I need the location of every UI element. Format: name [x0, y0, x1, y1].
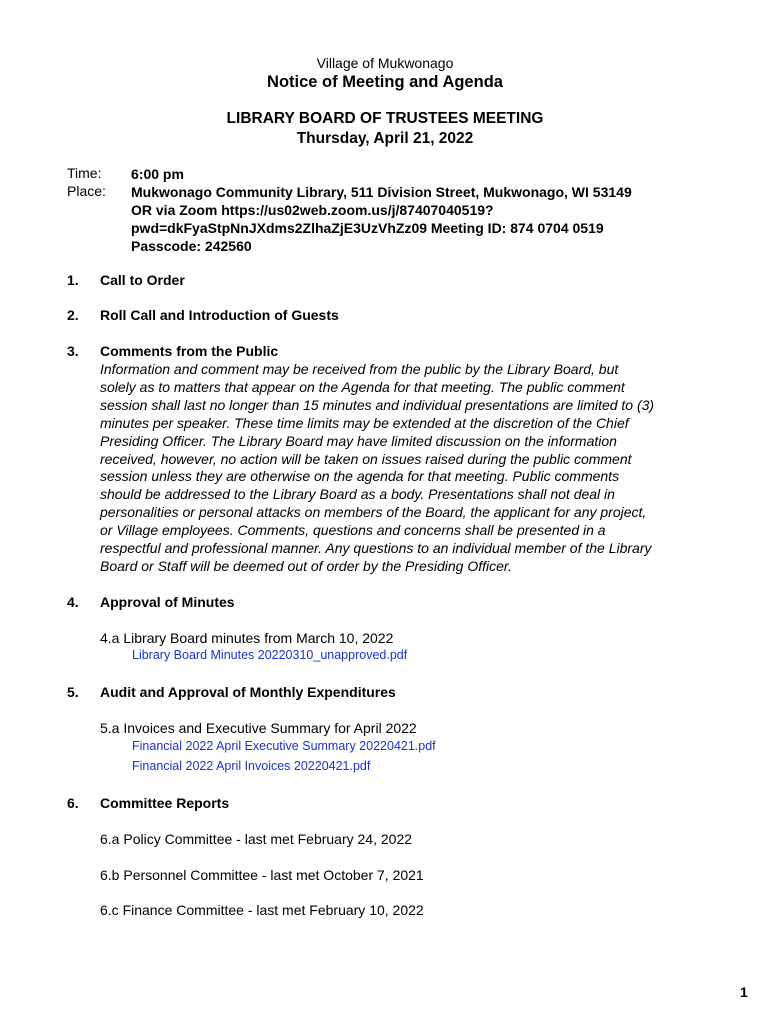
place-line: OR via Zoom https://us02web.zoom.us/j/87407040519? [131, 202, 494, 218]
subitem-6c: 6.c Finance Committee - last met February 10, 2022 [100, 902, 424, 918]
item-title-public-comments: Comments from the Public [100, 343, 279, 359]
public-comment-policy [100, 361, 710, 576]
meeting-date: Thursday, April 21, 2022 [296, 130, 474, 147]
item-title-committee-reports: Committee Reports [100, 795, 230, 811]
policy-line: Information and comment may be received from the public by the Library Board, but [100, 361, 619, 377]
policy-line: session unless they are otherwise on the agenda for that meeting. Public comments [100, 468, 620, 485]
village-name: Village of Mukwonago [316, 55, 454, 71]
policy-line: session shall last no longer than 15 minutes and individual presentations are limited to (3) [100, 396, 655, 413]
place-line: pwd=dkFyaStpNnJXdms2ZlhaZjE3UzVhZz09 Meeting ID: 874 0704 0519 [131, 220, 604, 236]
policy-line: minutes per speaker. These time limits may be extended at the discretion of the Chief [100, 414, 629, 431]
policy-line: respectful and professional manner. Any questions to an individual member of the Library [100, 540, 652, 557]
policy-line: should be addressed to the Library Board as a body. Presentations shall not deal in [100, 486, 615, 503]
meeting-title: LIBRARY BOARD OF TRUSTEES MEETING [226, 110, 544, 127]
page-number: 1 [740, 984, 748, 1000]
item-number: 6. [67, 795, 79, 811]
time-label: Time: [67, 165, 102, 181]
minutes-pdf-link[interactable]: Library Board Minutes 20220310_unapproved.pdf [132, 648, 408, 662]
policy-line: Presiding Officer. The Library Board may have limited discussion on the information [100, 432, 617, 449]
notice-title: Notice of Meeting and Agenda [267, 73, 503, 91]
subitem-6a: 6.a Policy Committee - last met February 24, 2022 [100, 831, 413, 847]
policy-line: solely as to matters that appear on the Agenda for that meeting. The public comment [100, 378, 625, 395]
item-title-roll-call: Roll Call and Introduction of Guests [100, 307, 339, 323]
subitem-6b: 6.b Personnel Committee - last met October 7, 2021 [100, 867, 424, 883]
time-value: 6:00 pm [131, 166, 184, 182]
item-number: 3. [67, 343, 79, 359]
invoices-pdf-link[interactable]: Financial 2022 April Invoices 20220421.pdf [132, 759, 371, 773]
item-number: 5. [67, 684, 79, 700]
place-value [131, 183, 632, 255]
place-label: Place: [67, 183, 106, 199]
policy-line: Board or Staff will be deemed out of order by the Presiding Officer. [100, 557, 512, 574]
subitem-4a: 4.a Library Board minutes from March 10, 2022 [100, 630, 394, 646]
place-line: Passcode: 242560 [131, 238, 252, 254]
item-number: 4. [67, 594, 79, 610]
subitem-5a: 5.a Invoices and Executive Summary for April 2022 [100, 720, 417, 736]
item-number: 2. [67, 307, 79, 323]
item-title-expenditures: Audit and Approval of Monthly Expenditures [100, 684, 396, 700]
policy-line: personalities or personal attacks on members of the Board, the applicant for any project, [100, 504, 647, 521]
item-title-approval-minutes: Approval of Minutes [100, 594, 235, 610]
executive-summary-pdf-link[interactable]: Financial 2022 April Executive Summary 20220421.pdf [132, 739, 436, 753]
item-title-call-to-order: Call to Order [100, 272, 185, 288]
item-number: 1. [67, 272, 79, 288]
policy-line: or Village employees. Comments, questions and concerns shall be presented in a [100, 522, 606, 539]
policy-line: received, however, no action will be taken on issues raised during the public comment [100, 450, 632, 467]
place-line: Mukwonago Community Library, 511 Division Street, Mukwonago, WI 53149 [131, 184, 632, 200]
